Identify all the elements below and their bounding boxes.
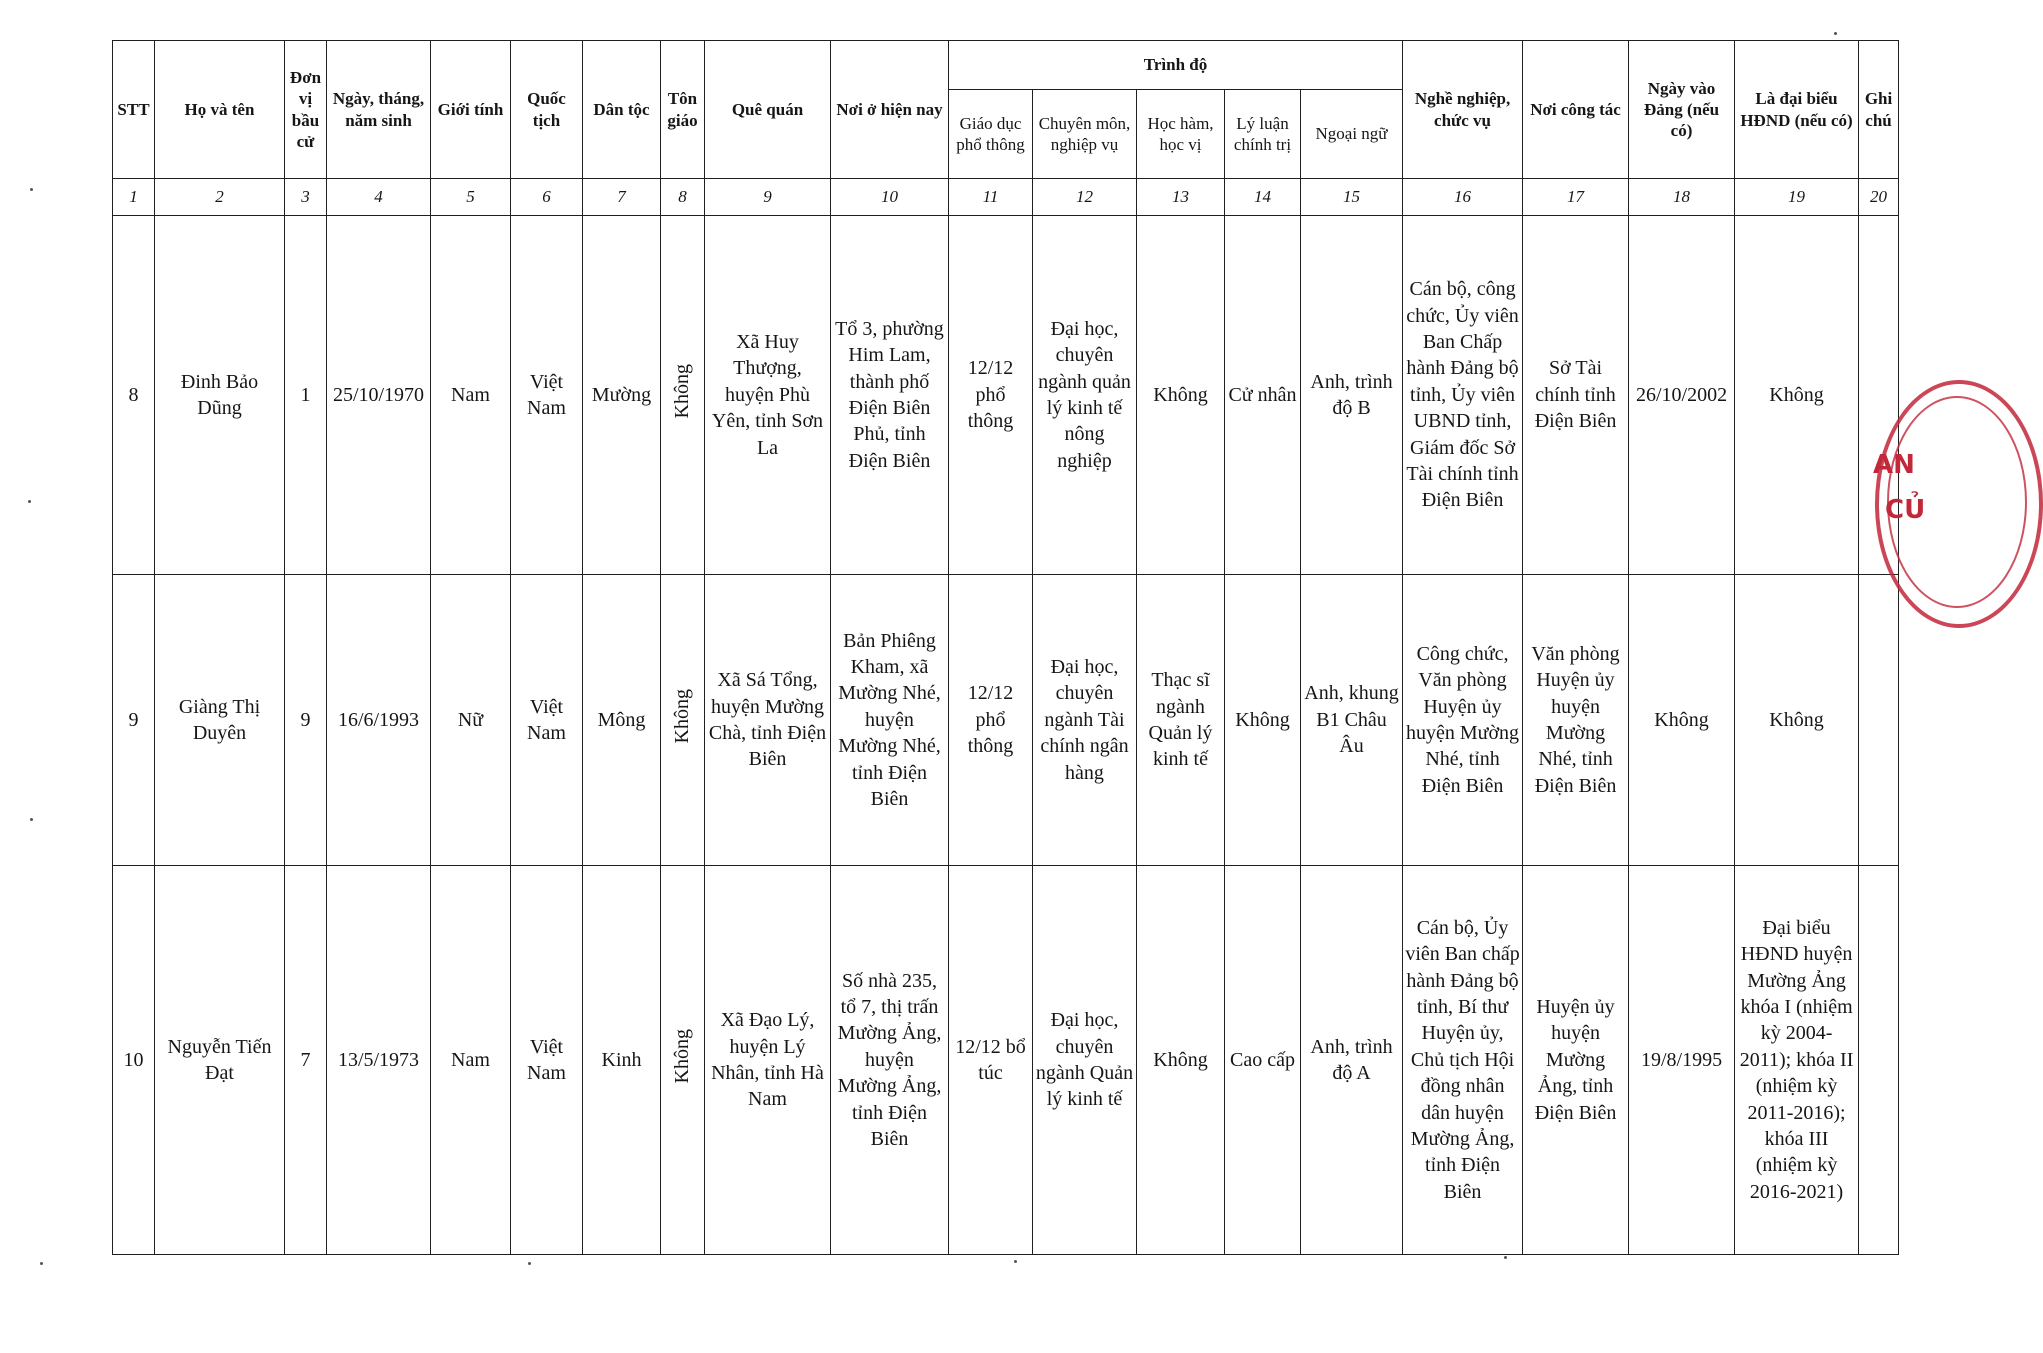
header-ghi-chu: Ghi chú (1859, 41, 1899, 179)
candidate-table-sheet (112, 40, 1899, 1255)
column-number: 5 (431, 179, 511, 216)
cell-hoc-ham: Không (1137, 216, 1225, 575)
column-number: 18 (1629, 179, 1735, 216)
column-number: 11 (949, 179, 1033, 216)
cell-dan-toc: Kinh (583, 866, 661, 1255)
cell-don-vi: 9 (285, 575, 327, 866)
cell-giao-duc: 12/12 bổ túc (949, 866, 1033, 1255)
cell-chuyen-mon: Đại học, chuyên ngành Quản lý kinh tế (1033, 866, 1137, 1255)
column-number: 16 (1403, 179, 1523, 216)
cell-gioi-tinh: Nữ (431, 575, 511, 866)
header-ho-ten: Họ và tên (155, 41, 285, 179)
header-gioi-tinh: Giới tính (431, 41, 511, 179)
cell-gioi-tinh: Nam (431, 866, 511, 1255)
cell-ton-giao (661, 216, 705, 575)
cell-hoc-ham: Thạc sĩ ngành Quản lý kinh tế (1137, 575, 1225, 866)
column-number: 19 (1735, 179, 1859, 216)
cell-noi-cong-tac: Sở Tài chính tỉnh Điện Biên (1523, 216, 1629, 575)
column-number: 13 (1137, 179, 1225, 216)
candidate-table (112, 40, 1899, 1255)
cell-noi-o: Tổ 3, phường Him Lam, thành phố Điện Biên Phủ, tỉnh Điện Biên (831, 216, 949, 575)
header-hoc-ham: Học hàm, học vị (1137, 90, 1225, 179)
cell-nghe-nghiep: Cán bộ, Ủy viên Ban chấp hành Đảng bộ tỉnh, Bí thư Huyện ủy, Chủ tịch Hội đồng nhân dân huyện Mường Ảng, tỉnh Điện Biên (1403, 866, 1523, 1255)
cell-ngoai-ngu: Anh, trình độ A (1301, 866, 1403, 1255)
column-number: 9 (705, 179, 831, 216)
header-don-vi: Đơn vị bầu cử (285, 41, 327, 179)
header-que-quan: Quê quán (705, 41, 831, 179)
table-row (113, 216, 1899, 575)
cell-stt: 10 (113, 866, 155, 1255)
column-number: 1 (113, 179, 155, 216)
cell-stt: 9 (113, 575, 155, 866)
header-ngay-vao-dang: Ngày vào Đảng (nếu có) (1629, 41, 1735, 179)
header-stt: STT (113, 41, 155, 179)
cell-chuyen-mon: Đại học, chuyên ngành quản lý kinh tế nông nghiệp (1033, 216, 1137, 575)
cell-stt: 8 (113, 216, 155, 575)
cell-don-vi: 1 (285, 216, 327, 575)
cell-ton-giao (661, 866, 705, 1255)
column-number: 8 (661, 179, 705, 216)
scan-speck (1834, 32, 1837, 35)
red-seal-stamp (1865, 360, 1985, 630)
header-row-1 (113, 41, 1899, 90)
cell-dan-toc: Mường (583, 216, 661, 575)
header-noi-cong-tac: Nơi công tác (1523, 41, 1629, 179)
header-ngoai-ngu: Ngoại ngữ (1301, 90, 1403, 179)
cell-ngoai-ngu: Anh, khung B1 Châu Âu (1301, 575, 1403, 866)
scan-speck (1504, 1256, 1507, 1259)
cell-quoc-tich: Việt Nam (511, 216, 583, 575)
cell-que-quan: Xã Sá Tổng, huyện Mường Chà, tỉnh Điện Biên (705, 575, 831, 866)
header-ly-luan: Lý luận chính trị (1225, 90, 1301, 179)
scan-speck (40, 1262, 43, 1265)
column-number: 12 (1033, 179, 1137, 216)
table-row (113, 575, 1899, 866)
cell-nghe-nghiep: Cán bộ, công chức, Ủy viên Ban Chấp hành Đảng bộ tỉnh, Ủy viên UBND tỉnh, Giám đốc Sở Tài chính tỉnh Điện Biên (1403, 216, 1523, 575)
cell-quoc-tich: Việt Nam (511, 866, 583, 1255)
cell-que-quan: Xã Đạo Lý, huyện Lý Nhân, tỉnh Hà Nam (705, 866, 831, 1255)
ton-giao-text: Không (671, 364, 694, 419)
column-number: 15 (1301, 179, 1403, 216)
header-dai-bieu: Là đại biểu HĐND (nếu có) (1735, 41, 1859, 179)
header-quoc-tich: Quốc tịch (511, 41, 583, 179)
scan-speck (1014, 1260, 1017, 1263)
scan-speck (28, 500, 31, 503)
cell-quoc-tich: Việt Nam (511, 575, 583, 866)
header-ton-giao: Tôn giáo (661, 41, 705, 179)
cell-giao-duc: 12/12 phổ thông (949, 216, 1033, 575)
cell-dai-bieu: Đại biểu HĐND huyện Mường Ảng khóa I (nhiệm kỳ 2004-2011); khóa II (nhiệm kỳ 2011-2016); khóa III (nhiệm kỳ 2016-2021) (1735, 866, 1859, 1255)
cell-ho-ten: Nguyễn Tiến Đạt (155, 866, 285, 1255)
cell-chuyen-mon: Đại học, chuyên ngành Tài chính ngân hàng (1033, 575, 1137, 866)
cell-don-vi: 7 (285, 866, 327, 1255)
cell-ngay-sinh: 13/5/1973 (327, 866, 431, 1255)
column-number: 4 (327, 179, 431, 216)
cell-ngay-sinh: 25/10/1970 (327, 216, 431, 575)
cell-ly-luan: Không (1225, 575, 1301, 866)
seal-text: CỦ (1885, 495, 1926, 525)
column-number: 3 (285, 179, 327, 216)
cell-ngay-vao-dang: Không (1629, 575, 1735, 866)
cell-ly-luan: Cao cấp (1225, 866, 1301, 1255)
cell-que-quan: Xã Huy Thượng, huyện Phù Yên, tỉnh Sơn La (705, 216, 831, 575)
cell-ngay-vao-dang: 26/10/2002 (1629, 216, 1735, 575)
cell-ton-giao (661, 575, 705, 866)
header-ngay-sinh: Ngày, tháng, năm sinh (327, 41, 431, 179)
ton-giao-text: Không (671, 689, 694, 744)
column-number-row (113, 179, 1899, 216)
cell-dan-toc: Mông (583, 575, 661, 866)
cell-nghe-nghiep: Công chức, Văn phòng Huyện ủy huyện Mường Nhé, tỉnh Điện Biên (1403, 575, 1523, 866)
column-number: 7 (583, 179, 661, 216)
scan-speck (30, 818, 33, 821)
cell-noi-cong-tac: Văn phòng Huyện ủy huyện Mường Nhé, tỉnh Điện Biên (1523, 575, 1629, 866)
cell-ngay-sinh: 16/6/1993 (327, 575, 431, 866)
cell-ngoai-ngu: Anh, trình độ B (1301, 216, 1403, 575)
column-number: 2 (155, 179, 285, 216)
column-number: 17 (1523, 179, 1629, 216)
cell-ho-ten: Giàng Thị Duyên (155, 575, 285, 866)
cell-ngay-vao-dang: 19/8/1995 (1629, 866, 1735, 1255)
header-giao-duc: Giáo dục phổ thông (949, 90, 1033, 179)
column-number: 20 (1859, 179, 1899, 216)
scan-speck (528, 1262, 531, 1265)
seal-text: AN (1873, 450, 1915, 480)
cell-ly-luan: Cử nhân (1225, 216, 1301, 575)
scan-speck (30, 188, 33, 191)
header-dan-toc: Dân tộc (583, 41, 661, 179)
cell-ghi-chu (1859, 866, 1899, 1255)
header-noi-o: Nơi ở hiện nay (831, 41, 949, 179)
column-number: 14 (1225, 179, 1301, 216)
cell-ho-ten: Đinh Bảo Dũng (155, 216, 285, 575)
cell-dai-bieu: Không (1735, 575, 1859, 866)
cell-dai-bieu: Không (1735, 216, 1859, 575)
ton-giao-text: Không (671, 1029, 694, 1084)
table-row (113, 866, 1899, 1255)
column-number: 6 (511, 179, 583, 216)
cell-giao-duc: 12/12 phổ thông (949, 575, 1033, 866)
cell-noi-o: Bản Phiêng Kham, xã Mường Nhé, huyện Mường Nhé, tỉnh Điện Biên (831, 575, 949, 866)
cell-gioi-tinh: Nam (431, 216, 511, 575)
header-nghe-nghiep: Nghề nghiệp, chức vụ (1403, 41, 1523, 179)
column-number: 10 (831, 179, 949, 216)
cell-hoc-ham: Không (1137, 866, 1225, 1255)
header-trinh-do: Trình độ (949, 41, 1403, 90)
header-chuyen-mon: Chuyên môn, nghiệp vụ (1033, 90, 1137, 179)
cell-noi-cong-tac: Huyện ủy huyện Mường Ảng, tỉnh Điện Biên (1523, 866, 1629, 1255)
cell-noi-o: Số nhà 235, tổ 7, thị trấn Mường Ảng, huyện Mường Ảng, tỉnh Điện Biên (831, 866, 949, 1255)
